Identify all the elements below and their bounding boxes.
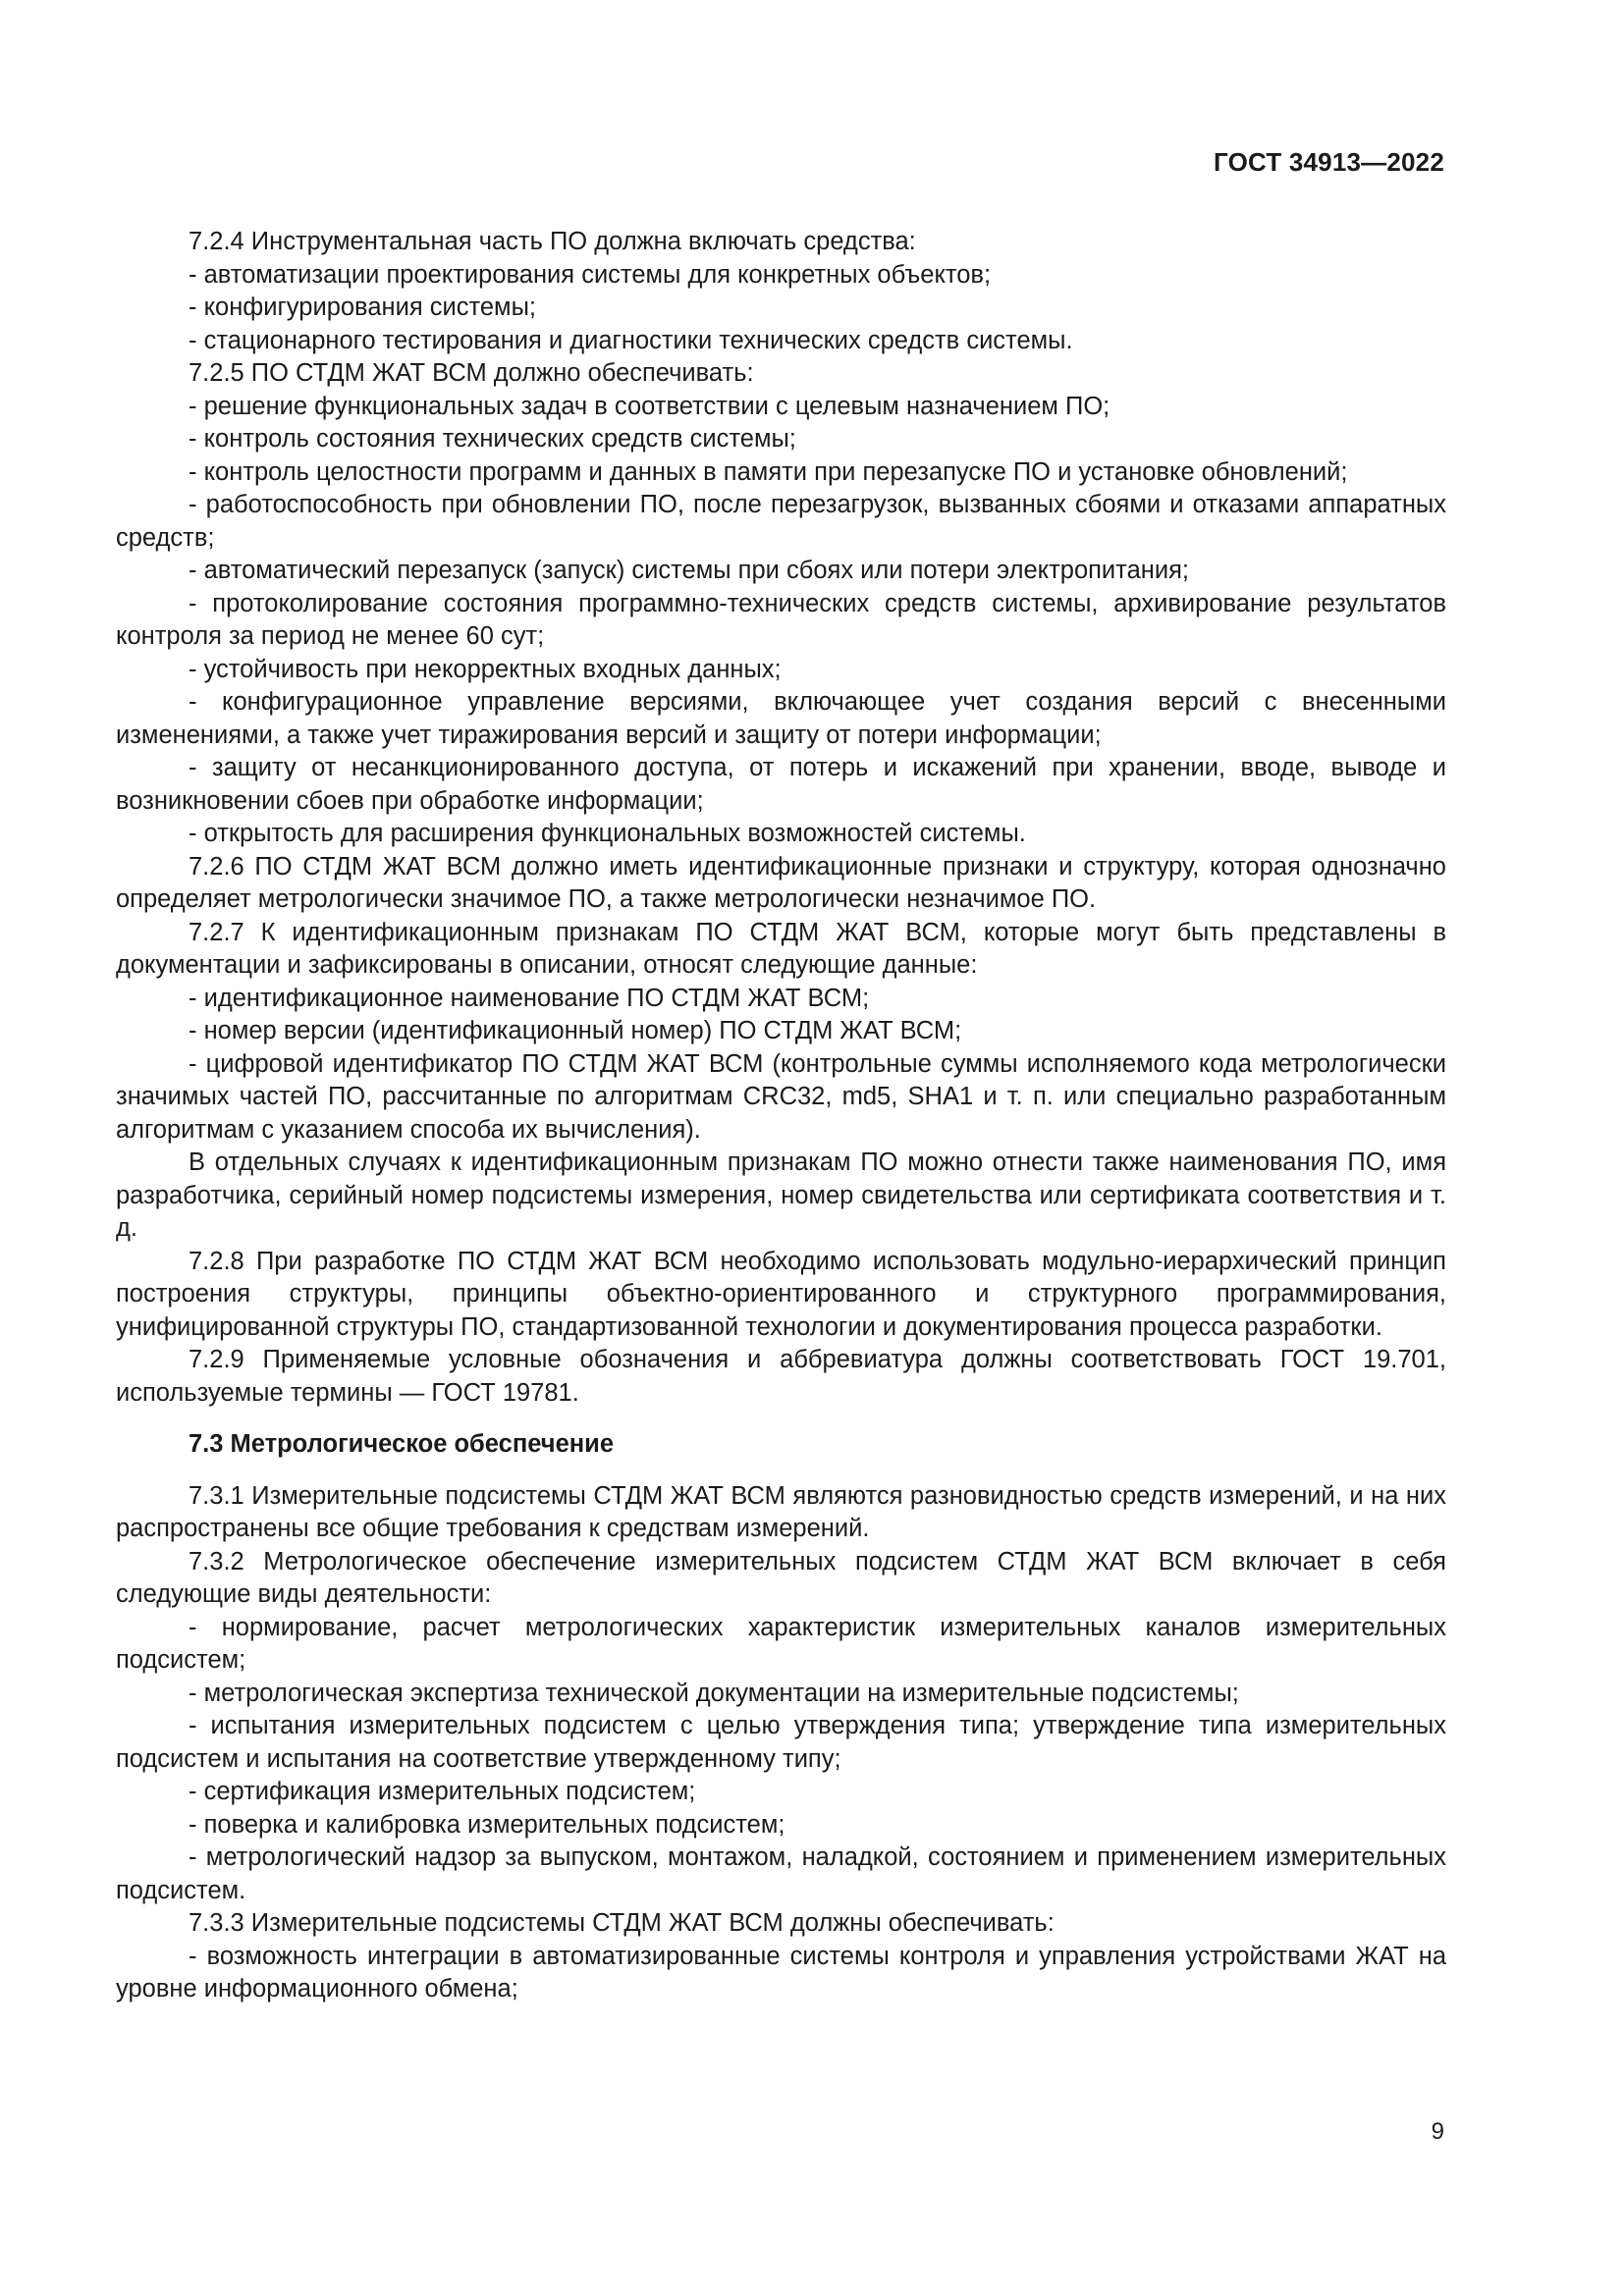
list-item: - стационарного тестирования и диагностики технических средств системы.	[189, 326, 1073, 354]
paragraph: 7.2.4 Инструментальная часть ПО должна включать средства:	[189, 228, 916, 255]
list-item: - поверка и калибровка измерительных подсистем;	[189, 1810, 785, 1839]
list-item: - протоколирование состояния программно-технических средств системы, архивирование результатов контроля за период не менее 60 сут;	[116, 589, 1446, 650]
section-heading: 7.3 Метрологическое обеспечение	[189, 1430, 615, 1458]
paragraph: 7.2.8 При разработке ПО СТДМ ЖАТ ВСМ необходимо использовать модульно-иерархический принцип построения структуры, принципы объектно-ориентированного и структурного программирования, унифицированной структуры ПО, стандартизованной технологии и документирования процесса разработки.	[116, 1247, 1446, 1341]
paragraph: В отдельных случаях к идентификационным признакам ПО можно отнести также наименования ПО, имя разработчика, серийный номер подсистемы измерения, номер свидетельства или сертификата соответствия и т. д.	[116, 1148, 1446, 1242]
list-item: - решение функциональных задач в соответствии с целевым назначением ПО;	[189, 392, 1110, 420]
list-item: - контроль целостности программ и данных в памяти при перезапуске ПО и установке обновлений;	[189, 457, 1348, 486]
list-item: - метрологическая экспертиза технической документации на измерительные подсистемы;	[189, 1679, 1239, 1707]
list-item: - цифровой идентификатор ПО СТДМ ЖАТ ВСМ (контрольные суммы исполняемого кода метрологически значимых частей ПО, рассчитанные по алгоритмам CRC32, md5, SHA1 и т. п. или специально разработанным алгоритмам с указанием способа их вычисления).	[116, 1049, 1446, 1144]
list-item: - идентификационное наименование ПО СТДМ ЖАТ ВСМ;	[189, 984, 870, 1012]
list-item: - сертификация измерительных подсистем;	[189, 1778, 696, 1805]
page-number: 9	[1431, 2118, 1444, 2145]
list-item: - нормирование, расчет метрологических характеристик измерительных каналов измерительных подсистем;	[116, 1613, 1446, 1674]
list-item: - метрологический надзор за выпуском, монтажом, наладкой, состоянием и применением измерительных подсистем.	[116, 1843, 1446, 1904]
list-item: - контроль состояния технических средств системы;	[189, 425, 796, 453]
list-item: - устойчивость при некорректных входных данных;	[189, 655, 782, 683]
paragraph: 7.2.7 К идентификационным признакам ПО СТДМ ЖАТ ВСМ, которые могут быть представлены в документации и зафиксированы в описании, относят следующие данные:	[116, 918, 1446, 979]
list-item: - номер версии (идентификационный номер) ПО СТДМ ЖАТ ВСМ;	[189, 1017, 962, 1044]
list-item: - автоматизации проектирования системы для конкретных объектов;	[189, 260, 992, 289]
list-item: - возможность интеграции в автоматизированные системы контроля и управления устройствами ЖАТ на уровне информационного обмена;	[116, 1942, 1446, 2002]
paragraph: 7.3.1 Измерительные подсистемы СТДМ ЖАТ ВСМ являются разновидностью средств измерений, и на них распространены все общие требования к средствам измерений.	[116, 1481, 1446, 1542]
list-item: - работоспособность при обновлении ПО, после перезагрузок, вызванных сбоями и отказами аппаратных средств;	[116, 491, 1446, 552]
list-item: - конфигурирования системы;	[189, 294, 536, 321]
paragraph: 7.2.5 ПО СТДМ ЖАТ ВСМ должно обеспечивать:	[189, 359, 754, 387]
document-body	[116, 226, 1446, 2006]
document-header: ГОСТ 34913—2022	[1214, 147, 1444, 177]
list-item: - открытость для расширения функциональных возможностей системы.	[189, 820, 1026, 847]
paragraph: 7.2.6 ПО СТДМ ЖАТ ВСМ должно иметь идентификационные признаки и структуру, которая однозначно определяет метрологически значимое ПО, а также метрологически незначимое ПО.	[116, 852, 1446, 913]
paragraph: 7.3.3 Измерительные подсистемы СТДМ ЖАТ ВСМ должны обеспечивать:	[189, 1909, 1055, 1937]
list-item: - защиту от несанкционированного доступа, от потерь и искажений при хранении, вводе, выводе и возникновении сбоев при обработке информации;	[116, 754, 1446, 815]
paragraph: 7.2.9 Применяемые условные обозначения и аббревиатура должны соответствовать ГОСТ 19.701, используемые термины — ГОСТ 19781.	[116, 1346, 1446, 1407]
list-item: - автоматический перезапуск (запуск) системы при сбоях или потери электропитания;	[189, 557, 1189, 584]
list-item: - конфигурационное управление версиями, включающее учет создания версий с внесенными изменениями, а также учет тиражирования версий и защиту от потери информации;	[116, 688, 1446, 749]
paragraph: 7.3.2 Метрологическое обеспечение измерительных подсистем СТДМ ЖАТ ВСМ включает в себя следующие виды деятельности:	[116, 1547, 1446, 1608]
list-item: - испытания измерительных подсистем с целью утверждения типа; утверждение типа измерительных подсистем и испытания на соответствие утвержденному типу;	[116, 1712, 1446, 1773]
